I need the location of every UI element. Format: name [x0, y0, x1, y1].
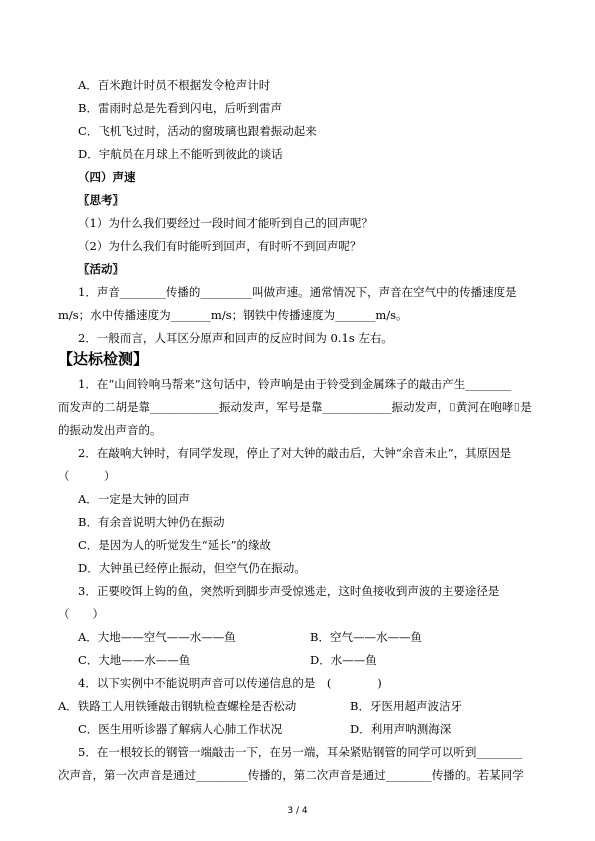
- subsection-heading-sound-speed: （四）声速: [78, 170, 136, 184]
- activity-item-1: 1．声音________传播的_________叫做声速。通常情况下，声音在空气中的传播速度是: [78, 285, 517, 299]
- question-3-option-c: C．大地——水——鱼: [78, 653, 191, 667]
- question-1: 1．在“山间铃响马帮来”这句话中，铃声响是由于铃受到金属珠子的敲击产生________: [78, 377, 512, 391]
- option-b-q-prev: B．雷雨时总是先看到闪电，后听到雷声: [78, 101, 282, 115]
- option-d-q-prev: D．宇航员在月球上不能听到彼此的谈话: [78, 147, 283, 161]
- question-2-option-a: A．一定是大钟的回声: [78, 492, 190, 506]
- question-2: 2．在敲响大钟时，有同学发现，停止了对大钟的敲击后，大钟“余音未止”，其原因是: [78, 446, 512, 460]
- think-label: 〖思考〗: [78, 193, 124, 207]
- think-question-1: （1）为什么我们要经过一段时间才能听到自己的回声呢？: [78, 216, 373, 230]
- question-5-cont: 次声音，第一次声音是通过_________传播的，第二次声音是通过________传播的。若某同学: [58, 768, 524, 782]
- option-c-q-prev: C．飞机飞过时，活动的窗玻璃也跟着振动起来: [78, 124, 317, 138]
- question-4-option-a: A．铁路工人用铁锤敲击钢轨检查螺栓是否松动: [58, 699, 297, 713]
- question-1-cont: 而发声的二胡是靠____________振动发声，军号是靠____________振动发声，⌷黄河在咆哮⌷是: [58, 400, 532, 414]
- question-3-option-d: D．水——鱼: [310, 653, 377, 667]
- question-2-answer-paren: （ ）: [58, 469, 116, 483]
- question-4-option-c: C．医生用听诊器了解病人心肺工作状况: [78, 722, 283, 736]
- question-3-answer-paren: （ ）: [58, 607, 104, 621]
- page-number: 3 / 4: [287, 806, 308, 816]
- activity-item-1-cont: m/s；水中传播速度为_______m/s；钢铁中传播速度为_______m/s。: [58, 308, 408, 322]
- question-2-option-c: C．是因为人的听觉发生“延长”的缘故: [78, 538, 272, 552]
- question-3-option-b: B．空气——水——鱼: [310, 630, 422, 644]
- think-question-2: （2）为什么我们有时能听到回声，有时听不到回声呢？: [78, 239, 362, 253]
- question-2-option-d: D．大钟虽已经停止振动，但空气仍在振动。: [78, 561, 306, 575]
- section-heading-assessment: 【达标检测】: [58, 350, 149, 368]
- question-4-option-d: D．利用声呐测海深: [350, 722, 452, 736]
- question-5: 5．在一根较长的钢管一端敲击一下，在另一端，耳朵紧贴钢管的同学可以听到________: [78, 745, 523, 759]
- activity-label: 〖活动〗: [78, 262, 124, 276]
- question-2-option-b: B．有余音说明大钟仍在振动: [78, 515, 225, 529]
- activity-item-2: 2．一般而言，人耳区分原声和回声的反应时间为 0.1s 左右。: [78, 331, 393, 345]
- question-3: 3．正要咬饵上钩的鱼，突然听到脚步声受惊逃走，这时鱼接收到声波的主要途径是: [78, 584, 500, 598]
- option-a-q-prev: A．百米跑计时员不根据发令枪声计时: [78, 78, 271, 92]
- question-4: 4．以下实例中不能说明声音可以传递信息的是 ( ): [78, 676, 382, 690]
- question-3-option-a: A．大地——空气——水——鱼: [78, 630, 236, 644]
- question-1-cont-2: 的振动发出声音的。: [58, 423, 162, 437]
- question-4-option-b: B．牙医用超声波洁牙: [350, 699, 462, 713]
